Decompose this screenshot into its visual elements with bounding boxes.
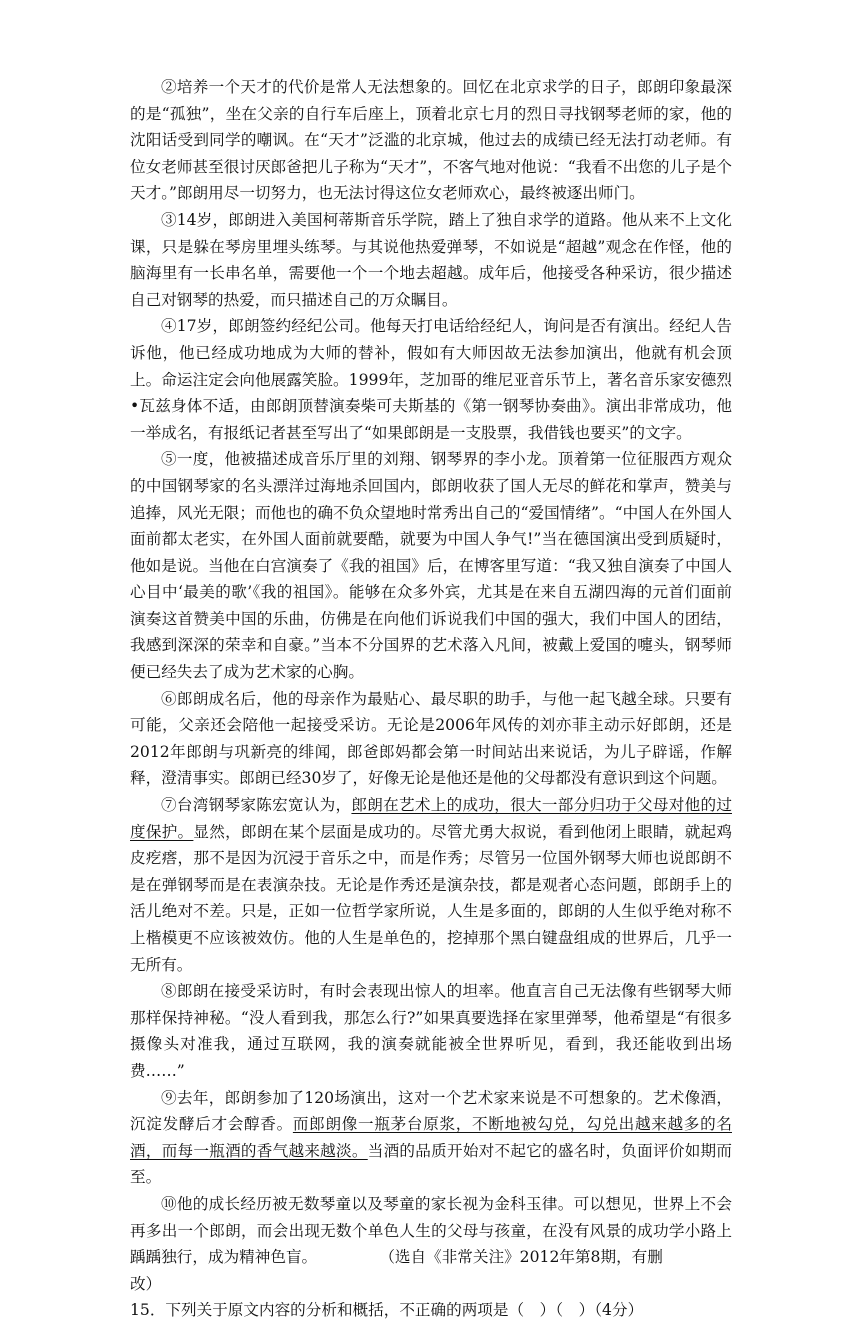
paragraph-9-rest: 当酒的品质开始对不起它的盛名时，负面评价如期而至。 xyxy=(130,1141,732,1187)
paragraph-4: ④17岁，郎朗签约经纪公司。他每天打电话给经纪人，询问是否有演出。经纪人告诉他，他已经成功地成为大师的替补，假如有大师因故无法参加演出，他就有机会顶上。命运注定会向他展露笑脸。1999年，芝加哥的维尼亚音乐节上，著名音乐家安德烈•瓦兹身体不适，由郎朗顶替演奏柴可夫斯基的《第一钢琴协奏曲》。演出非常成功，他一举成名，有报纸记者甚至写出了“如果郎朗是一支股票，我借钱也要买”的文字。 xyxy=(130,317,732,442)
paragraph-5: ⑤一度，他被描述成音乐厅里的刘翔、钢琴界的李小龙。顶着第一位征服西方观众的中国钢琴家的名头漂洋过海地杀回国内，郎朗收获了国人无尽的鲜花和掌声，赞美与追捧，风光无限；而他也的确不负众望地时常秀出自己的“爱国情绪”。“中国人在外国人面前都太老实，在外国人面前就要酷，就要为中国人争气!”当在德国演出受到质疑时，他如是说。当他在白宫演奏了《我的祖国》后，在博客里写道：“我又独自演奏了中国人心目中‘最美的歌’《我的祖国》。能够在众多外宾，尤其是在来自五湖四海的元首们面前演奏这首赞美中国的乐曲，仿佛是在向他们诉说我们中国的强大，我们中国人的团结，我感到深深的荣幸和自豪。”当本不分国界的艺术落入凡间，被戴上爱国的嚏头，钢琴师便已经失去了成为艺术家的心胸。 xyxy=(130,450,732,682)
paragraph-10 xyxy=(130,1191,732,1271)
paragraph-10-body: ⑩他的成长经历被无数琴童以及琴童的家长视为金科玉律。可以想见，世界上不会再多出一个郎朗，而会出现无数个单色人生的父母与孩童，在没有风景的成功学小路上踽踽独行，成为精神色盲。 xyxy=(130,1194,732,1267)
source-citation: （选自《非常关注》2012年第8期，有删 xyxy=(387,1248,663,1267)
paragraph-7-underlined-sentence: 郎朗在艺术上的成功，很大一部分归功于父母对他的过度保护。 xyxy=(130,796,732,841)
paragraph-9-underlined-sentence: 而郎朗像一瓶茅台原浆，不断地被勾兑，勾兑出越来越多的名酒，而每一瓶酒的香气越来越淡。 xyxy=(130,1115,732,1160)
source-citation-continued: 改） xyxy=(130,1274,162,1293)
paragraph-7 xyxy=(130,792,732,978)
paragraph-7-lead: ⑦台湾钢琴家陈宏宽认为， xyxy=(161,796,352,815)
paragraph-6: ⑥郎朗成名后，他的母亲作为最贴心、最尽职的助手，与他一起飞越全球。只要有可能，父亲还会陪他一起接受采访。无论是2006年风传的刘亦菲主动示好郎朗，还是2012年郎朗与巩新亮的绯闻，郎爸郎妈都会第一时间站出来说话，为儿子辟谣，作解释，澄清事实。郎朗已经30岁了，好像无论是他还是他的父母都没有意识到这个问题。 xyxy=(130,689,732,788)
paragraph-8: ⑧郎朗在接受采访时，有时会表现出惊人的坦率。他直言自己无法像有些钢琴大师那样保持神秘。“没人看到我，那怎么行?”如果真要选择在家里弹琴，他希望是“有很多摄像头对准我，通过互联网，我的演奏就能被全世界听见，看到，我还能收到出场费……” xyxy=(130,982,732,1080)
paragraph-3: ③14岁，郎朗进入美国柯蒂斯音乐学院，踏上了独自求学的道路。他从来不上文化课，只是躲在琴房里埋头练琴。与其说他热爱弹琴，不如说是“超越”观念在作怪，他的脑海里有一长串名单，需要他一个一个地去超越。成年后，他接受各种采访，很少描述自己对钢琴的热爱，而只描述自己的万众瞩目。 xyxy=(130,210,732,309)
question-15: 15．下列关于原文内容的分析和概括，不正确的两项是（ ）（ ）（4分） xyxy=(130,1301,644,1320)
paragraph-7-rest: 显然，郎朗在某个层面是成功的。尽管尤勇大叔说，看到他闭上眼睛，就起鸡皮疙瘩，那不是因为沉浸于音乐之中，而是作秀；尽管另一位国外钢琴大师也说郎朗不是在弹钢琴而是在表演杂技。无论是作秀还是演杂技，都是观者心态问题，郎朗手上的活儿绝对不差。只是，正如一位哲学家所说，人生是多面的，郎朗的人生似乎绝对称不上楷模更不应该被效仿。他的人生是单色的，挖掉那个黑白键盘组成的世界后，几乎一无所有。 xyxy=(130,822,732,974)
paragraph-9 xyxy=(130,1085,732,1191)
paragraph-2: ②培养一个天才的代价是常人无法想象的。回忆在北京求学的日子，郎朗印象最深的是“孤独”，坐在父亲的自行车后座上，顶着北京七月的烈日寻找钢琴老师的家，他的沈阳话受到同学的嘲讽。在“天才”泛滥的北京城，他过去的成绩已经无法打动老师。有位女老师甚至很讨厌郎爸把儿子称为“天才”，不客气地对他说：“我看不出您的儿子是个天才。”郎朗用尽一切努力，也无法讨得这位女老师欢心，最终被逐出师门。 xyxy=(130,78,732,203)
document-page xyxy=(130,74,732,1324)
paragraph-9-lead: ⑨去年，郎朗参加了120场演出，这对一个艺术家来说是不可想象的。艺术像酒，沉淀发酵后才会醇香。 xyxy=(130,1088,732,1134)
